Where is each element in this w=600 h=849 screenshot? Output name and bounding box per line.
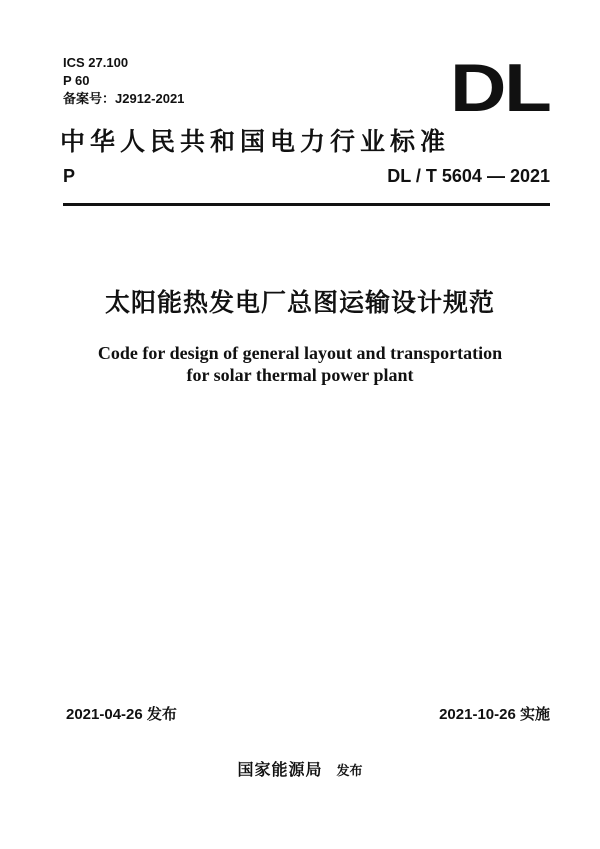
- standard-type-title: 中华人民共和国电力行业标准: [60, 127, 451, 156]
- publish-action: 发布: [336, 764, 363, 779]
- publisher-name: 国家能源局: [237, 760, 323, 779]
- implementation-date: 2021-10-26 实施: [439, 706, 550, 723]
- filing-number: 备案号：J2912-2021: [63, 91, 185, 106]
- classification-block: [63, 54, 184, 108]
- title-en-line-1: Code for design of general layout and transportation: [97, 343, 503, 363]
- issue-date: 2021-04-26 发布: [66, 706, 177, 723]
- publisher-line: [0, 757, 600, 780]
- standard-code: DL / T 5604 — 2021: [387, 166, 550, 186]
- ics-number: ICS 27.100: [63, 55, 129, 70]
- dates-row: [66, 703, 550, 725]
- code-row: [63, 166, 550, 190]
- dl-logo: DL: [450, 50, 550, 126]
- document-title-en: [0, 342, 600, 386]
- header-divider: [63, 203, 550, 206]
- category-letter: P: [63, 166, 76, 186]
- document-title-cn: 太阳能热发电厂总图运输设计规范: [104, 288, 495, 317]
- title-en-line-2: for solar thermal power plant: [186, 365, 414, 385]
- ccs-number: P 60: [63, 73, 90, 88]
